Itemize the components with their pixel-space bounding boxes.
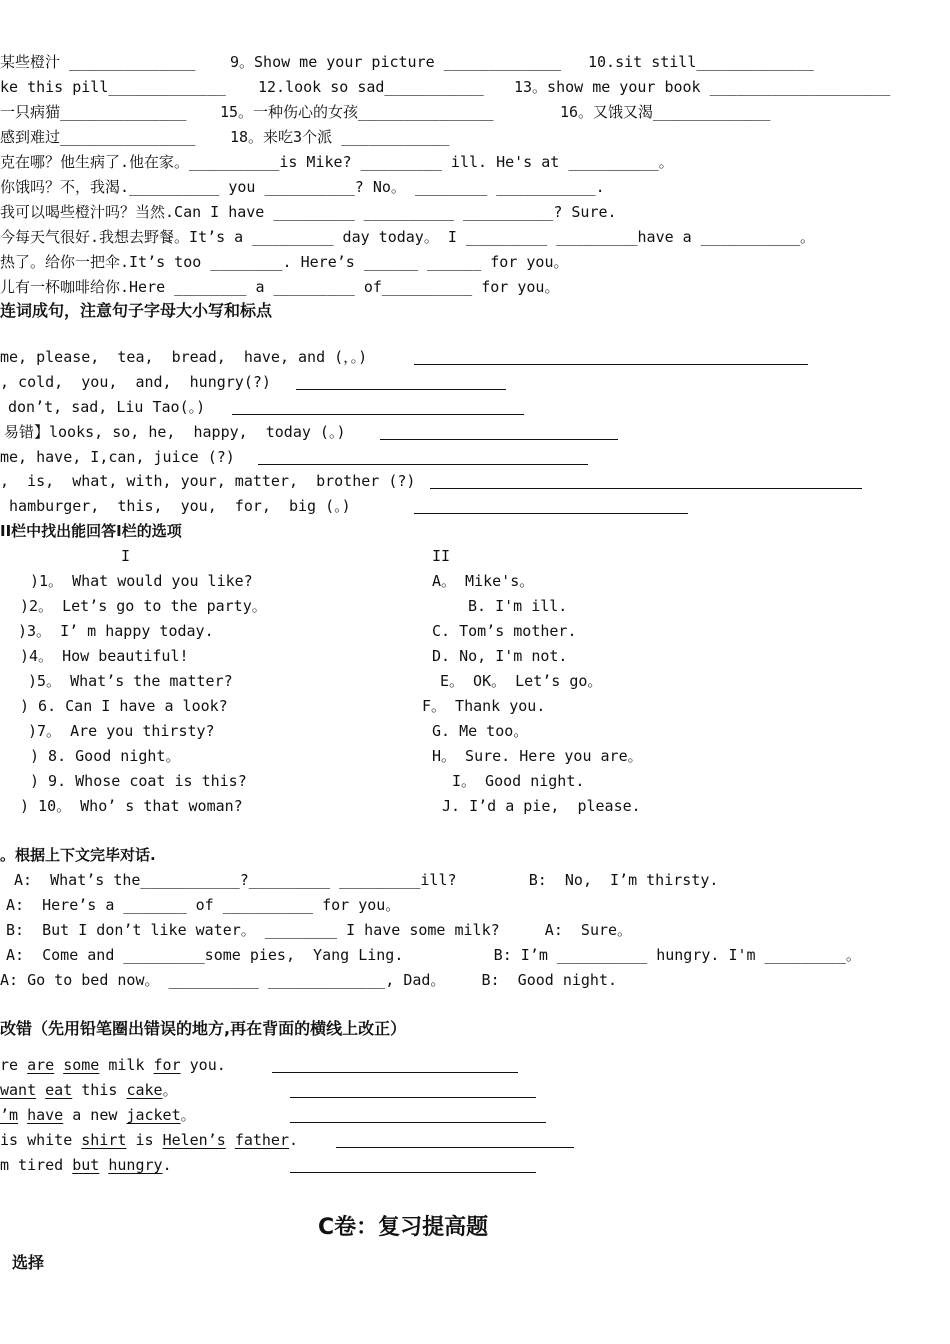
match-question-5: )5。 What’s the matter? — [28, 672, 233, 690]
match-question-3: )3。 I’ m happy today. — [18, 622, 214, 640]
correction-sentence-4: is white shirt is Helen’s father. — [0, 1131, 299, 1149]
match-answer-j: J. I’d a pie, please. — [442, 797, 641, 815]
correction-sentence-1: re are some milk for you. — [0, 1056, 226, 1074]
match-question-4: )4。 How beautiful! — [20, 647, 189, 665]
order-item-4: 易错】looks, so, he, happy, today (。) — [4, 423, 346, 441]
match-question-1: )1。 What would you like? — [30, 572, 253, 590]
dialog-line-1: A: What’s the___________?_________ _________ill? B: No, I’m thirsty. — [14, 871, 719, 889]
correction-sentence-5: m tired but hungry. — [0, 1156, 172, 1174]
vocab-item-9: 9。Show me your picture _____________ — [230, 53, 562, 71]
order-item-2: , cold, you, and, hungry(?) — [0, 373, 271, 391]
section-heading-correction: 改错（先用铅笔圈出错误的地方,再在背面的横线上改正） — [0, 1019, 407, 1038]
match-question-2: )2。 Let’s go to the party。 — [20, 597, 267, 615]
section-c-subheading: 选择 — [12, 1253, 45, 1272]
fill-line-2: 你饿吗？不，我渴.__________ you __________? No。 ________ ___________. — [0, 178, 605, 196]
fill-line-3: 我可以喝些橙汁吗？当然.Can I have _________ __________ __________? Sure. — [0, 203, 617, 221]
dialog-line-2: A: Here’s a _______ of __________ for you。 — [6, 896, 401, 914]
vocab-item-16: 16。又饿又渴_____________ — [560, 103, 771, 121]
answer-line-6[interactable] — [430, 488, 862, 489]
correction-line-3[interactable] — [290, 1122, 546, 1123]
order-item-3: don’t, sad, Liu Tao(。) — [8, 398, 206, 416]
fill-line-5: 热了。给你一把伞.It’s too ________. Here’s ______ ______ for you。 — [0, 253, 569, 271]
vocab-item-10: 10.sit still_____________ — [588, 53, 814, 71]
section-heading-dialogue: 。根据上下文完毕对话. — [0, 846, 156, 864]
column-i-header: I — [121, 547, 131, 565]
column-ii-header: II — [432, 547, 451, 565]
match-answer-b: B. I'm ill. — [468, 597, 568, 615]
dialog-line-4: A: Come and _________some pies, Yang Ling. B: I’m __________ hungry. I'm _________。 — [6, 946, 861, 964]
fill-line-1: 克在哪？他生病了.他在家。__________is Mike? _________ ill. He's at __________。 — [0, 153, 674, 171]
match-answer-a: A。 Mike's。 — [432, 572, 535, 590]
answer-line-5[interactable] — [258, 464, 588, 465]
vocab-item-13: 13。show me your book ____________________ — [514, 78, 891, 96]
order-item-5: me, have, I,can, juice (?) — [0, 448, 235, 466]
match-question-10: ) 10。 Who’ s that woman? — [20, 797, 243, 815]
match-question-6: ) 6. Can I have a look? — [20, 697, 228, 715]
correction-line-2[interactable] — [290, 1097, 536, 1098]
match-question-7: )7。 Are you thirsty? — [28, 722, 215, 740]
dialog-line-3: B: But I don’t like water。 ________ I have some milk? A: Sure。 — [6, 921, 633, 939]
answer-line-3[interactable] — [232, 414, 524, 415]
match-question-9: ) 9. Whose coat is this? — [30, 772, 247, 790]
match-answer-d: D. No, I'm not. — [432, 647, 568, 665]
match-answer-c: C. Tom’s mother. — [432, 622, 577, 640]
correction-sentence-3: ’m have a new jacket。 — [0, 1106, 196, 1124]
vocab-item-12: 12.look so sad___________ — [258, 78, 484, 96]
correction-line-4[interactable] — [336, 1147, 574, 1148]
order-item-7: hamburger, this, you, for, big (。) — [0, 497, 351, 515]
order-item-6: , is, what, with, your, matter, brother (?) — [0, 472, 416, 490]
fill-line-6: 儿有一杯咖啡给你.Here ________ a _________ of__________ for you。 — [0, 278, 560, 296]
match-answer-i: I。 Good night. — [452, 772, 585, 790]
vocab-item-18: 18。来吃3个派 ____________ — [230, 128, 450, 146]
match-answer-f: F。 Thank you. — [422, 697, 546, 715]
vocab-item-14: 一只病猫______________ — [0, 103, 187, 121]
match-answer-e: E。 OK。 Let’s go。 — [440, 672, 603, 690]
section-heading-matching: II栏中找出能回答I栏的选项 — [0, 522, 182, 540]
vocab-item-17: 感到难过_______________ — [0, 128, 196, 146]
answer-line-2[interactable] — [296, 389, 506, 390]
vocab-item-8: 某些橙汁 ______________ — [0, 53, 196, 71]
match-answer-h: H。 Sure. Here you are。 — [432, 747, 643, 765]
vocab-item-11: ke this pill_____________ — [0, 78, 226, 96]
fill-line-4: 今每天气很好.我想去野餐。It’s a _________ day today。 I _________ _________have a ___________。 — [0, 228, 816, 246]
answer-line-7[interactable] — [414, 513, 688, 514]
correction-line-5[interactable] — [290, 1172, 536, 1173]
answer-line-1[interactable] — [414, 364, 808, 365]
match-answer-g: G. Me too。 — [432, 722, 529, 740]
correction-sentence-2: want eat this cake。 — [0, 1081, 178, 1099]
section-heading-word-order: 连词成句，注意句子字母大小写和标点 — [0, 301, 273, 320]
section-c-title: C卷：复习提高题 — [318, 1215, 489, 1240]
vocab-item-15: 15。一种伤心的女孩_______________ — [220, 103, 494, 121]
dialog-line-5: A: Go to bed now。 __________ _____________, Dad。 B: Good night. — [0, 971, 617, 989]
match-question-8: ) 8. Good night。 — [30, 747, 181, 765]
correction-line-1[interactable] — [272, 1072, 518, 1073]
answer-line-4[interactable] — [380, 439, 618, 440]
order-item-1: me, please, tea, bread, have, and (，。) — [0, 348, 368, 366]
